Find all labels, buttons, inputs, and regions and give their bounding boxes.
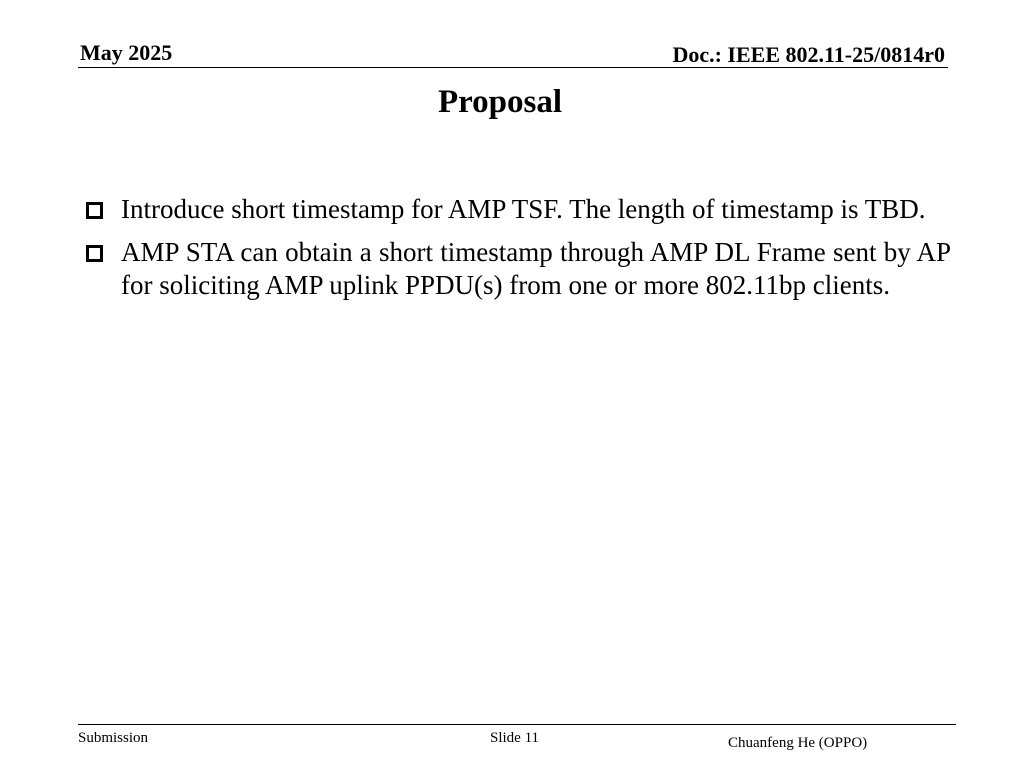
bullet-text: AMP STA can obtain a short timestamp through AMP DL Frame sent by AP for soliciting AMP uplink PPDU(s) from one or more 802.11bp clients.	[121, 237, 951, 300]
bullet-item	[81, 193, 951, 226]
footer-author: Chuanfeng He (OPPO)	[728, 735, 868, 751]
footer-divider	[78, 724, 956, 725]
header-doc-id: Doc.: IEEE 802.11-25/0814r0	[672, 42, 945, 67]
header-divider	[78, 67, 948, 68]
bullet-item	[81, 236, 951, 302]
footer-submission: Submission	[78, 730, 149, 746]
bullet-list	[81, 193, 951, 312]
header-date: May 2025	[80, 40, 173, 65]
square-bullet-icon	[86, 245, 103, 262]
slide-title: Proposal	[437, 84, 563, 120]
footer-slide-number: Slide 11	[490, 730, 540, 746]
bullet-text: Introduce short timestamp for AMP TSF. The length of timestamp is TBD.	[121, 194, 926, 224]
square-bullet-icon	[86, 202, 103, 219]
